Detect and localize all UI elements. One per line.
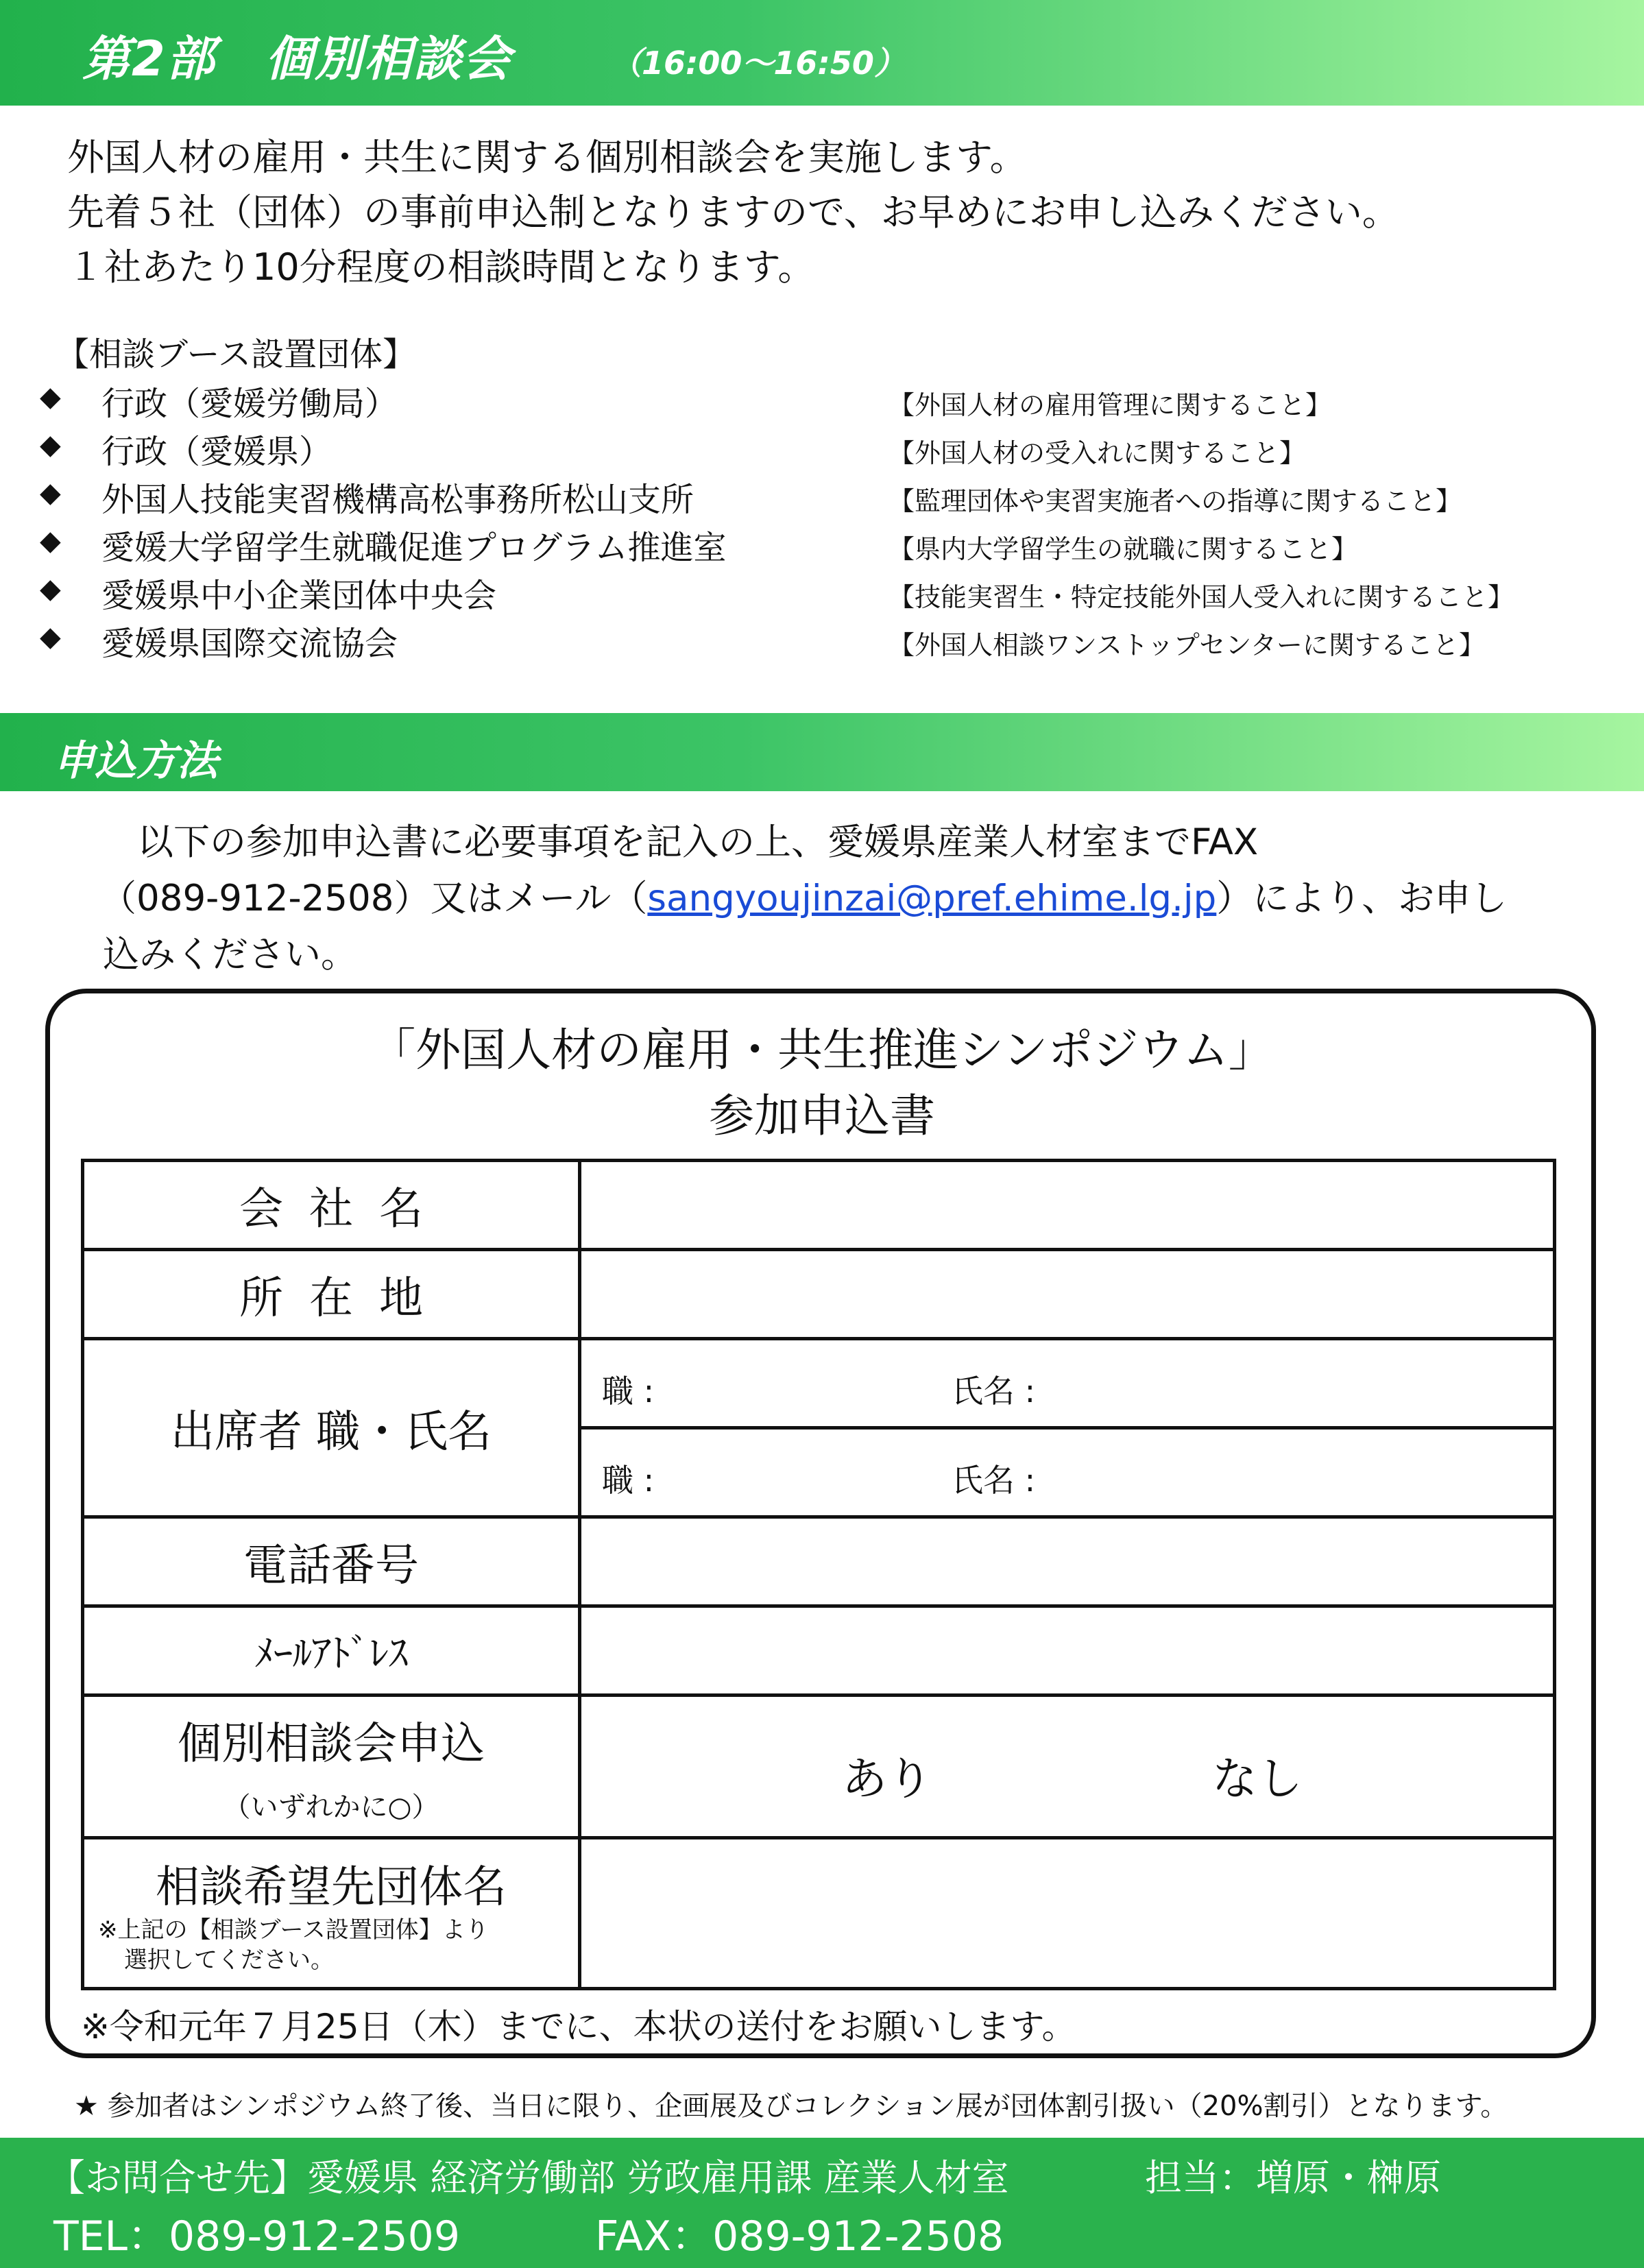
booth-topic: 【外国人材の雇用管理に関すること】 (889, 390, 1332, 420)
contact-footer (0, 2138, 1644, 2268)
booth-topic: 【監理団体や実習実施者への指導に関すること】 (889, 486, 1462, 516)
method-header-band (0, 713, 1644, 791)
booth-topic: 【技能実習生・特定技能外国人受入れに関すること】 (889, 582, 1514, 612)
consult-label-text: 個別相談会申込 (178, 1719, 485, 1770)
consult-choice-field (580, 1696, 1555, 1838)
form-subtitle: 参加申込書 (709, 1089, 935, 1142)
position-label: 職 : (602, 1372, 655, 1410)
booth-item (40, 425, 1630, 473)
contact-department: 【お問合せ先】愛媛県 経済労働部 労政雇用課 産業人材室 (48, 2156, 1009, 2199)
name-label: 氏名 : (952, 1461, 1036, 1499)
method-text (100, 815, 1611, 983)
company-label: 会社名 (83, 1161, 580, 1250)
booth-name: 愛媛県国際交流協会 (101, 625, 398, 663)
contact-fax: FAX：089-912-2508 (595, 2212, 1004, 2260)
booth-item (40, 521, 1630, 569)
consult-no-option[interactable]: なし (1212, 1752, 1303, 1805)
section2-header-band (0, 0, 1644, 106)
diamond-bullet-icon: ◆ (40, 525, 61, 557)
consult-label (83, 1696, 580, 1838)
booth-name: 外国人技能実習機構高松事務所松山支所 (101, 481, 694, 519)
consult-yes-option[interactable]: あり (842, 1752, 932, 1805)
booth-list-heading: 【相談ブース設置団体】 (56, 335, 416, 374)
email-link[interactable]: sangyoujinzai@pref.ehime.lg.jp (647, 878, 1217, 919)
position-label: 職 : (602, 1461, 655, 1499)
email-field[interactable] (580, 1606, 1555, 1696)
phone-field[interactable] (580, 1517, 1555, 1606)
company-field[interactable] (580, 1161, 1555, 1250)
intro-line: 先着５社（団体）の事前申込制となりますので、お早めにお申し込みください。 (67, 191, 1399, 234)
booth-item (40, 617, 1630, 665)
booth-topic: 【県内大学留学生の就職に関すること】 (889, 534, 1358, 564)
desired-org-label-text: 相談希望先団体名 (156, 1861, 507, 1913)
desired-org-label (83, 1838, 580, 1989)
booth-item (40, 377, 1630, 425)
diamond-bullet-icon: ◆ (40, 573, 61, 605)
method-line-part: （089-912-2508）又はメール（ (100, 878, 648, 919)
booth-topic: 【外国人相談ワンストップセンターに関すること】 (889, 630, 1485, 660)
booth-topic: 【外国人材の受入れに関すること】 (889, 438, 1306, 468)
method-line: 込みください。 (103, 934, 357, 976)
method-title: 申込方法 (53, 737, 218, 785)
address-field[interactable] (580, 1250, 1555, 1339)
booth-item (40, 569, 1630, 617)
diamond-bullet-icon: ◆ (40, 621, 61, 653)
consult-note: （いずれかに○） (223, 1792, 439, 1823)
booth-name: 行政（愛媛県） (101, 433, 333, 471)
footnote: ★ 参加者はシンポジウム終了後、当日に限り、企画展及びコレクション展が団体割引扱い（20%割引）となります。 (74, 2090, 1508, 2122)
desired-org-note: ※上記の【相談ブース設置団体】より (98, 1916, 489, 1944)
method-line: 以下の参加申込書に必要事項を記入の上、愛媛県産業人材室までFAX (137, 821, 1259, 863)
booth-name: 愛媛大学留学生就職促進プログラム推進室 (101, 529, 727, 567)
booth-name: 愛媛県中小企業団体中央会 (101, 577, 497, 615)
desired-org-field[interactable] (580, 1838, 1555, 1989)
desired-org-note: 選択してください。 (124, 1946, 334, 1974)
contact-tel: TEL：089-912-2509 (53, 2212, 461, 2260)
attendee-field-2[interactable] (580, 1428, 1555, 1517)
diamond-bullet-icon: ◆ (40, 381, 61, 413)
section2-time: （16:00～16:50） (610, 45, 906, 82)
booth-name: 行政（愛媛労働局） (101, 385, 398, 423)
diamond-bullet-icon: ◆ (40, 429, 61, 461)
method-line-part: ）により、お申し (1216, 878, 1508, 919)
address-label: 所在地 (83, 1250, 580, 1339)
contact-numbers (53, 2204, 1004, 2263)
attendee-field-1[interactable] (580, 1339, 1555, 1428)
intro-line: １社あたり10分程度の相談時間となります。 (67, 245, 815, 289)
application-form-table (81, 1159, 1556, 1990)
form-title: 「外国人材の雇用・共生推進シンポジウム」 (370, 1024, 1274, 1076)
intro-line: 外国人材の雇用・共生に関する個別相談会を実施します。 (67, 136, 1027, 179)
deadline-note: ※令和元年７月25日（木）までに、本状の送付をお願いします。 (81, 2007, 1076, 2047)
attendee-label: 出席者 職・氏名 (83, 1339, 580, 1517)
phone-label: 電話番号 (83, 1517, 580, 1606)
contact-staff: 担当：増原・榊原 (1145, 2156, 1441, 2199)
diamond-bullet-icon: ◆ (40, 477, 61, 509)
intro-text (67, 130, 1399, 295)
booth-item (40, 473, 1630, 521)
method-line (100, 871, 1611, 927)
contact-line (48, 2149, 1441, 2201)
name-label: 氏名 : (952, 1372, 1036, 1410)
section2-title: 第2部 個別相談会 (82, 31, 512, 87)
email-label: ﾒｰﾙｱﾄﾞﾚｽ (83, 1606, 580, 1696)
